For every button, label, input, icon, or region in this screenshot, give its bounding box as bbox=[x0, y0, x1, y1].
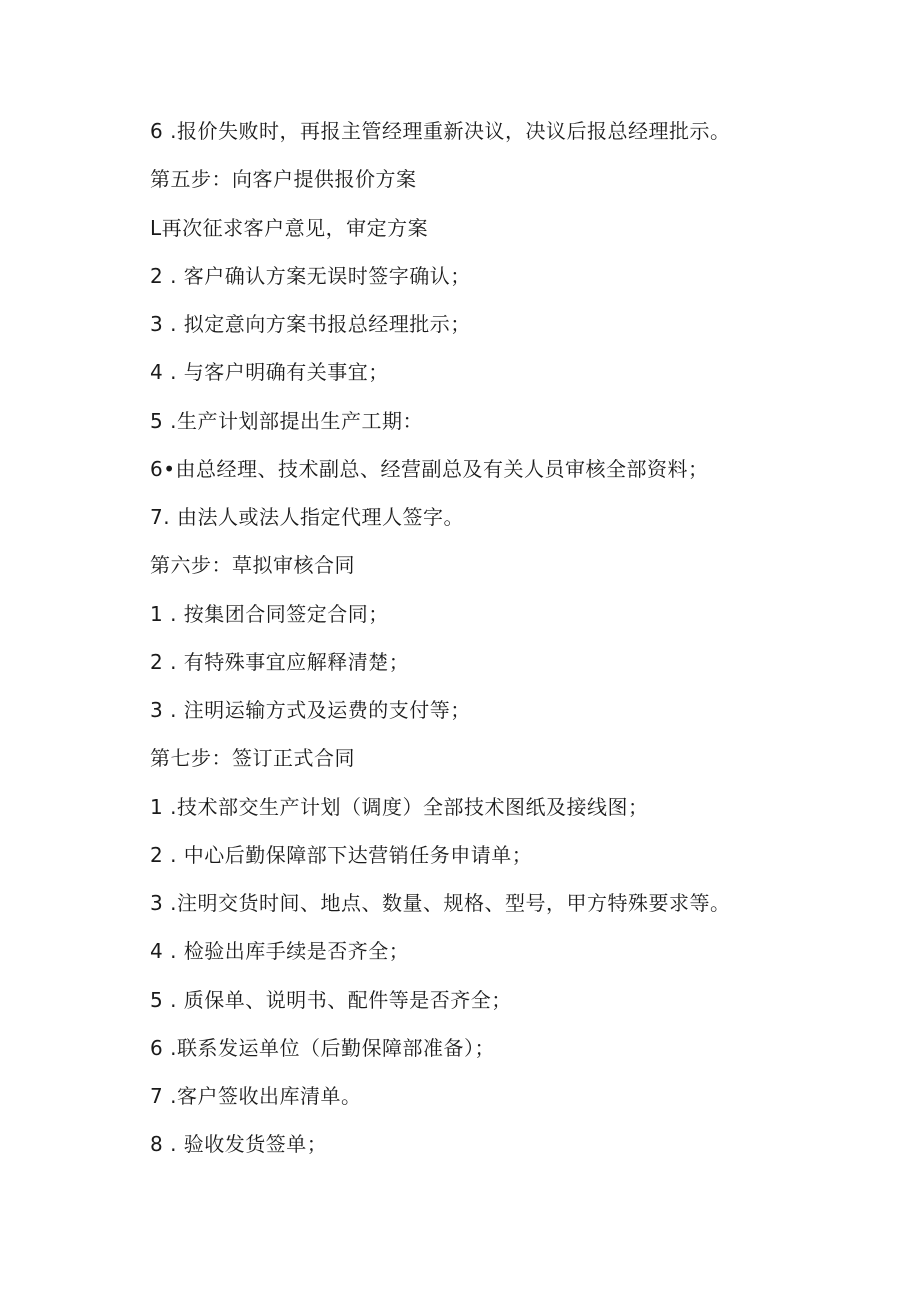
text-line: 2 . 中心后勤保障部下达营销任务申请单； bbox=[150, 842, 533, 867]
text-line: 4 . 检验出库手续是否齐全； bbox=[150, 939, 410, 964]
text-line: 2 . 有特殊事宜应解释清楚； bbox=[150, 649, 410, 674]
text-line: 4 . 与客户明确有关事宜； bbox=[150, 360, 389, 385]
text-line: 5 . 质保单、说明书、配件等是否齐全； bbox=[150, 987, 512, 1012]
text-line: L再次征求客户意见，审定方案 bbox=[150, 215, 429, 240]
text-line: 7 .客户签收出库清单。 bbox=[150, 1084, 362, 1108]
text-line: 3 . 拟定意向方案书报总经理批示； bbox=[150, 312, 471, 336]
text-line: 2 . 客户确认方案无误时签字确认； bbox=[150, 263, 471, 288]
text-line: 8 . 验收发货签单； bbox=[150, 1132, 328, 1157]
text-line: 1 . 按集团合同签定合同； bbox=[150, 601, 389, 626]
text-line: 3 . 注明运输方式及运费的支付等； bbox=[150, 698, 471, 722]
text-line: 6 .报价失败时，再报主管经理重新决议，决议后报总经理批示。 bbox=[150, 119, 731, 143]
section-heading: 第七步：签订正式合同 bbox=[150, 746, 355, 771]
text-line: 5 .生产计划部提出生产工期： bbox=[150, 408, 423, 433]
section-heading: 第五步：向客户提供报价方案 bbox=[150, 167, 417, 192]
text-line: 6 .联系发运单位（后勤保障部准备）； bbox=[150, 1035, 495, 1060]
text-line: 1 .技术部交生产计划（调度）全部技术图纸及接线图； bbox=[150, 794, 649, 819]
section-heading: 第六步：草拟审核合同 bbox=[150, 553, 355, 578]
text-line: 7. 由法人或法人指定代理人签字。 bbox=[150, 505, 464, 529]
text-line: 3 .注明交货时间、地点、数量、规格、型号，甲方特殊要求等。 bbox=[150, 891, 731, 915]
document-body bbox=[150, 112, 890, 1174]
text-line: 6•由总经理、技术副总、经营副总及有关人员审核全部资料； bbox=[150, 456, 709, 481]
